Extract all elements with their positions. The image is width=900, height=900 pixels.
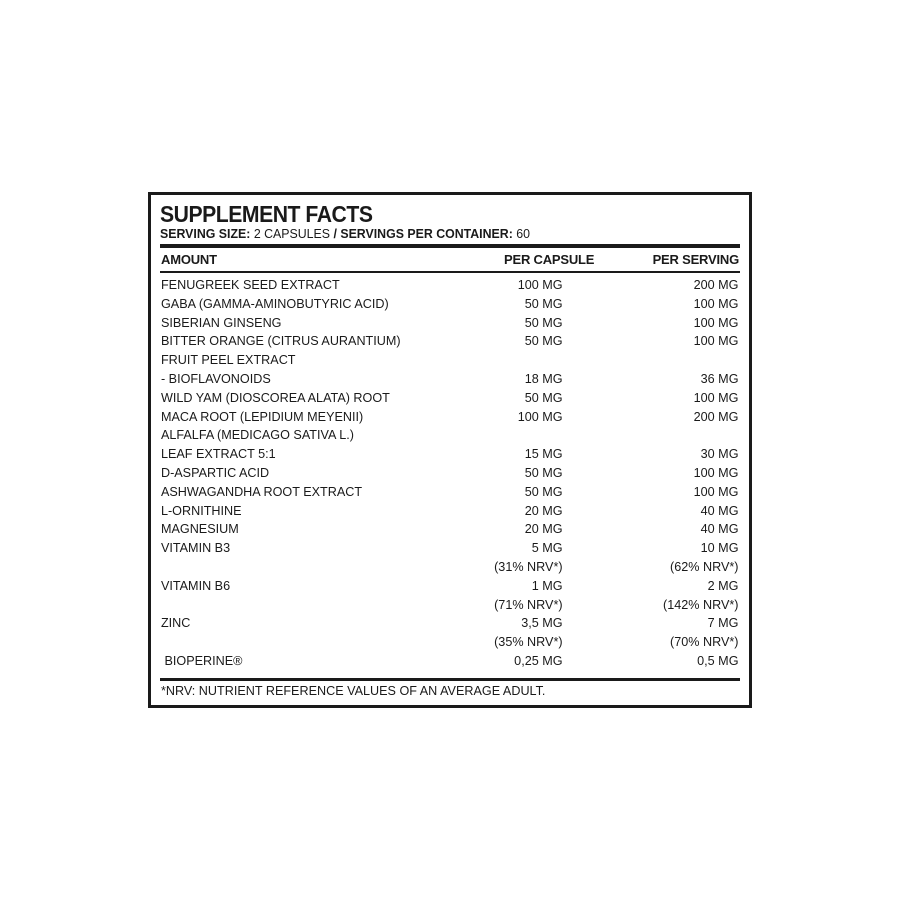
ingredient-name: L-ORNITHINE [160, 502, 242, 518]
per-capsule-value: 3,5 MG [521, 615, 563, 631]
ingredient-row [160, 445, 739, 464]
per-capsule-value: 5 MG [531, 540, 563, 556]
ingredient-row [160, 633, 739, 652]
per-capsule-value: 100 MG [517, 408, 563, 424]
ingredient-name: MACA ROOT (LEPIDIUM MEYENII) [160, 408, 364, 424]
ingredient-row [160, 539, 739, 558]
per-serving-value [563, 426, 740, 445]
per-serving-value: 200 MG [693, 277, 739, 292]
ingredient-row [160, 295, 739, 314]
per-serving-value: 200 MG [693, 408, 739, 424]
ingredient-row [160, 652, 739, 671]
ingredient-row [160, 389, 739, 408]
ingredient-name [160, 558, 494, 577]
ingredient-name [160, 633, 494, 652]
per-capsule-value: 20 MG [524, 521, 563, 537]
per-serving-value: 100 MG [693, 389, 739, 405]
nrv-footnote: *NRV: NUTRIENT REFERENCE VALUES OF AN AVERAGE ADULT. [160, 683, 546, 698]
supplement-facts-panel [148, 192, 752, 708]
per-serving-value: (70% NRV*) [670, 634, 739, 650]
per-capsule-value: 18 MG [524, 370, 563, 386]
per-serving-value: 10 MG [700, 540, 739, 556]
per-serving-value: 100 MG [693, 314, 739, 330]
column-header-row [160, 248, 740, 271]
panel-title: SUPPLEMENT FACTS [160, 201, 373, 227]
ingredient-row [160, 558, 739, 577]
per-serving-value: 2 MG [707, 577, 739, 593]
per-capsule-value: 20 MG [524, 502, 563, 518]
per-capsule-value: 0,25 MG [514, 652, 563, 668]
ingredient-name: FRUIT PEEL EXTRACT [160, 352, 296, 368]
per-serving-value: (62% NRV*) [670, 558, 739, 574]
per-capsule-value: 50 MG [524, 295, 563, 311]
ingredient-name: FENUGREEK SEED EXTRACT [160, 277, 340, 292]
per-capsule-value: (31% NRV*) [494, 558, 563, 574]
ingredient-name: ZINC [160, 615, 191, 631]
ingredient-row [160, 314, 739, 333]
per-serving-value: 100 MG [693, 295, 739, 311]
serving-size-label: SERVING SIZE: [160, 226, 251, 241]
ingredient-name: ALFALFA (MEDICAGO SATIVA L.) [160, 427, 354, 443]
column-header-amount: AMOUNT [161, 252, 217, 267]
per-capsule-value: 1 MG [531, 577, 563, 593]
per-serving-value: 100 MG [693, 483, 739, 499]
per-capsule-value: 50 MG [524, 389, 563, 405]
per-capsule-value [494, 426, 563, 445]
ingredient-row [160, 577, 739, 596]
per-serving-value: 7 MG [707, 615, 739, 631]
per-serving-value: 30 MG [700, 446, 739, 462]
per-capsule-value: (71% NRV*) [494, 596, 563, 612]
ingredient-row [160, 520, 739, 539]
serving-info [160, 226, 711, 241]
ingredient-row [160, 426, 739, 445]
ingredient-name: D-ASPARTIC ACID [160, 464, 270, 480]
ingredient-row [160, 502, 739, 521]
ingredient-name: GABA (GAMMA-AMINOBUTYRIC ACID) [160, 295, 389, 311]
serving-size-value: 2 CAPSULES [253, 226, 331, 241]
per-serving-value: 100 MG [693, 333, 739, 349]
per-capsule-value: 50 MG [524, 333, 563, 349]
ingredient-name: BIOPERINE® [160, 652, 243, 668]
per-serving-value: (142% NRV*) [663, 596, 739, 612]
ingredient-list [160, 273, 740, 678]
ingredient-name: WILD YAM (DIOSCOREA ALATA) ROOT [160, 389, 390, 405]
ingredient-row [160, 464, 739, 483]
servings-per-container-value: 60 [516, 226, 530, 241]
ingredient-row [160, 408, 739, 427]
ingredient-row [160, 276, 739, 295]
ingredient-name [160, 596, 494, 615]
per-capsule-value: (35% NRV*) [494, 634, 563, 650]
per-capsule-value: 50 MG [524, 314, 563, 330]
ingredient-name: ASHWAGANDHA ROOT EXTRACT [160, 483, 363, 499]
ingredient-row [160, 370, 739, 389]
ingredient-name: VITAMIN B6 [160, 577, 231, 593]
ingredient-row [160, 483, 739, 502]
servings-per-container-label: SERVINGS PER CONTAINER: [340, 226, 513, 241]
ingredient-row [160, 351, 739, 370]
ingredient-name: SIBERIAN GINSENG [160, 314, 282, 330]
per-serving-value: 36 MG [700, 370, 739, 386]
per-capsule-value: 100 MG [517, 277, 563, 292]
per-serving-value: 40 MG [700, 521, 739, 537]
per-capsule-value: 50 MG [524, 483, 563, 499]
per-capsule-value: 50 MG [524, 464, 563, 480]
per-capsule-value: 15 MG [524, 446, 563, 462]
per-serving-value: 40 MG [700, 502, 739, 518]
ingredient-name: VITAMIN B3 [160, 540, 231, 556]
per-serving-value: 100 MG [693, 464, 739, 480]
ingredient-row [160, 596, 739, 615]
ingredient-name: LEAF EXTRACT 5:1 [160, 446, 276, 462]
per-capsule-value [494, 351, 563, 370]
per-serving-value [563, 351, 740, 370]
ingredient-name: BITTER ORANGE (CITRUS AURANTIUM) [160, 333, 401, 349]
ingredient-row [160, 332, 739, 351]
ingredient-row [160, 614, 739, 633]
column-header-per-capsule: PER CAPSULE [504, 252, 595, 267]
column-header-per-serving: PER SERVING [652, 252, 739, 267]
ingredient-name: - BIOFLAVONOIDS [160, 370, 271, 386]
per-serving-value: 0,5 MG [697, 652, 739, 668]
ingredient-name: MAGNESIUM [160, 521, 239, 537]
serving-separator: / [333, 226, 337, 241]
